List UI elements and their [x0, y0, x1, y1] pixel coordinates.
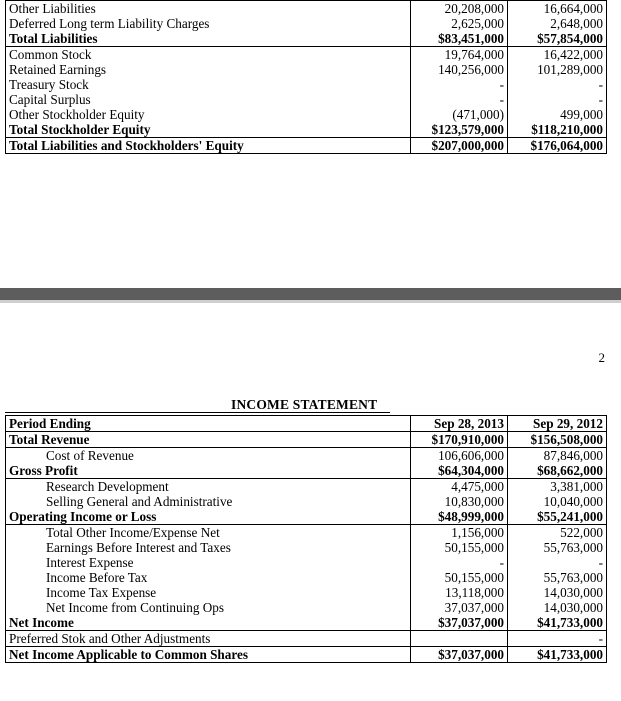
row-value-col1: 19,764,000	[411, 47, 508, 63]
row-value-col2: 522,000	[508, 525, 607, 541]
row-value-col1: $37,037,000	[411, 615, 508, 631]
row-value-col1: $170,910,000	[411, 432, 508, 448]
row-value-col2: 14,030,000	[508, 600, 607, 615]
row-label: Gross Profit	[6, 463, 411, 479]
row-value-col2: 2,648,000	[508, 16, 607, 31]
bs-row	[6, 1, 607, 17]
row-value-col1: 50,155,000	[411, 540, 508, 555]
bs-row	[6, 107, 607, 122]
page-number: 2	[598, 350, 605, 365]
is-row	[6, 600, 607, 615]
row-label: Interest Expense	[6, 555, 411, 570]
row-value-col2: $176,064,000	[508, 138, 607, 154]
period-header-row	[6, 416, 607, 432]
row-label: Retained Earnings	[6, 62, 411, 77]
row-value-col2: -	[508, 77, 607, 92]
is-row	[6, 570, 607, 585]
row-label: Net Income from Continuing Ops	[6, 600, 411, 615]
is-row	[6, 448, 607, 464]
row-value-col2: 16,664,000	[508, 1, 607, 17]
bs-row	[6, 92, 607, 107]
row-label: Total Other Income/Expense Net	[6, 525, 411, 541]
is-row	[6, 555, 607, 570]
bs-row	[6, 62, 607, 77]
row-value-col1: 13,118,000	[411, 585, 508, 600]
row-value-col1: -	[411, 77, 508, 92]
bs-row	[6, 47, 607, 63]
row-value-col2: $118,210,000	[508, 122, 607, 138]
period-col-1: Sep 28, 2013	[411, 416, 508, 432]
is-row	[6, 509, 607, 525]
is-row	[6, 631, 607, 647]
row-value-col2: $41,733,000	[508, 647, 607, 663]
period-col-2: Sep 29, 2012	[508, 416, 607, 432]
row-label: Other Stockholder Equity	[6, 107, 411, 122]
row-value-col2: 55,763,000	[508, 540, 607, 555]
row-label: Treasury Stock	[6, 77, 411, 92]
is-row	[6, 647, 607, 663]
is-row	[6, 494, 607, 509]
row-value-col2: 16,422,000	[508, 47, 607, 63]
row-value-col1: $83,451,000	[411, 31, 508, 47]
row-label: Income Before Tax	[6, 570, 411, 585]
row-label: Total Liabilities	[6, 31, 411, 47]
is-row	[6, 540, 607, 555]
row-value-col2: 101,289,000	[508, 62, 607, 77]
row-value-col1: 2,625,000	[411, 16, 508, 31]
row-value-col1: 20,208,000	[411, 1, 508, 17]
income-statement-title-row	[5, 396, 605, 413]
row-value-col1: 10,830,000	[411, 494, 508, 509]
is-row	[6, 432, 607, 448]
row-value-col1: 50,155,000	[411, 570, 508, 585]
row-label: Operating Income or Loss	[6, 509, 411, 525]
is-row	[6, 615, 607, 631]
row-label: Income Tax Expense	[6, 585, 411, 600]
row-value-col1: $207,000,000	[411, 138, 508, 154]
row-value-col1: 1,156,000	[411, 525, 508, 541]
row-label: Common Stock	[6, 47, 411, 63]
row-value-col1: -	[411, 555, 508, 570]
row-value-col2: 10,040,000	[508, 494, 607, 509]
row-value-col2: -	[508, 631, 607, 647]
row-label: Selling General and Administrative	[6, 494, 411, 509]
balance-sheet-table	[5, 0, 607, 154]
row-value-col2: $55,241,000	[508, 509, 607, 525]
row-value-col2: 499,000	[508, 107, 607, 122]
is-row	[6, 525, 607, 541]
bs-row	[6, 122, 607, 138]
row-value-col1: 4,475,000	[411, 479, 508, 495]
row-value-col2: 87,846,000	[508, 448, 607, 464]
row-value-col2: $57,854,000	[508, 31, 607, 47]
row-label: Other Liabilities	[6, 1, 411, 17]
income-statement-title: INCOME STATEMENT	[231, 397, 378, 412]
bs-row	[6, 138, 607, 154]
row-label: Total Revenue	[6, 432, 411, 448]
row-value-col2: $68,662,000	[508, 463, 607, 479]
row-value-col2: $156,508,000	[508, 432, 607, 448]
row-label: Deferred Long term Liability Charges	[6, 16, 411, 31]
row-value-col1: 106,606,000	[411, 448, 508, 464]
row-value-col2: 3,381,000	[508, 479, 607, 495]
row-value-col1: -	[411, 92, 508, 107]
row-label: Preferred Stok and Other Adjustments	[6, 631, 411, 647]
row-value-col1: $37,037,000	[411, 647, 508, 663]
row-value-col1	[411, 631, 508, 647]
row-value-col1: $123,579,000	[411, 122, 508, 138]
row-value-col1: $48,999,000	[411, 509, 508, 525]
row-label: Capital Surplus	[6, 92, 411, 107]
is-row	[6, 463, 607, 479]
row-value-col2: 14,030,000	[508, 585, 607, 600]
page-break-bar	[0, 288, 621, 300]
row-label: Research Development	[6, 479, 411, 495]
row-label: Net Income	[6, 615, 411, 631]
row-value-col2: -	[508, 92, 607, 107]
is-row	[6, 585, 607, 600]
row-value-col2: 55,763,000	[508, 570, 607, 585]
row-value-col1: 37,037,000	[411, 600, 508, 615]
row-value-col1: (471,000)	[411, 107, 508, 122]
page-break-shadow	[0, 300, 621, 303]
row-label: Earnings Before Interest and Taxes	[6, 540, 411, 555]
row-label: Total Stockholder Equity	[6, 122, 411, 138]
row-value-col1: 140,256,000	[411, 62, 508, 77]
row-label: Net Income Applicable to Common Shares	[6, 647, 411, 663]
bs-row	[6, 31, 607, 47]
is-row	[6, 479, 607, 495]
period-ending-label: Period Ending	[6, 416, 411, 432]
row-value-col2: $41,733,000	[508, 615, 607, 631]
row-value-col1: $64,304,000	[411, 463, 508, 479]
row-label: Cost of Revenue	[6, 448, 411, 464]
bs-row	[6, 16, 607, 31]
bs-row	[6, 77, 607, 92]
income-statement-table	[5, 415, 607, 663]
row-label: Total Liabilities and Stockholders' Equity	[6, 138, 411, 154]
row-value-col2: -	[508, 555, 607, 570]
